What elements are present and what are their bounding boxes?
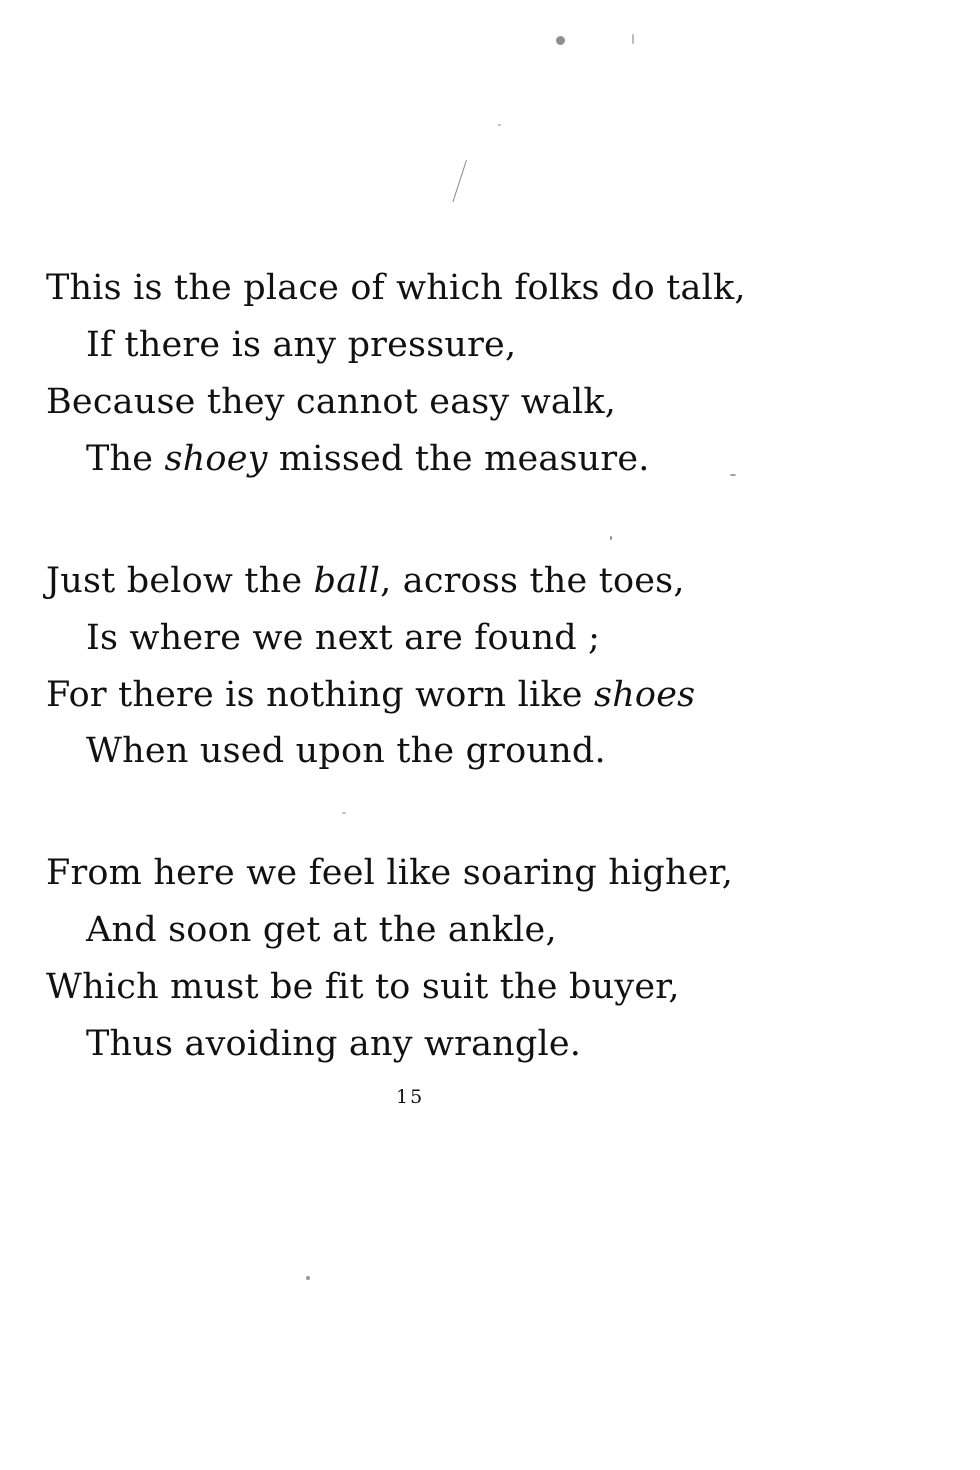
italic-word: shoey: [164, 439, 268, 479]
line-text: The: [86, 439, 165, 479]
scan-speck: [730, 474, 736, 476]
poem-line: [86, 618, 600, 658]
italic-word: shoes: [594, 675, 696, 715]
line-text: , across the toes,: [380, 561, 685, 601]
scan-scratch: [452, 160, 467, 202]
line-text: Thus avoiding any wrangle.: [86, 1024, 582, 1064]
poem-line: [86, 325, 516, 365]
line-text: Is where we next are found ;: [86, 618, 601, 658]
poem-line: [86, 731, 606, 771]
scan-speck: [632, 34, 634, 44]
italic-word: ball: [313, 561, 381, 601]
poem-line: [46, 268, 746, 308]
scan-speck: [556, 36, 565, 45]
scan-speck: [306, 1276, 310, 1280]
line-text: When used upon the ground.: [86, 731, 606, 771]
poem-line: [46, 382, 616, 422]
line-text: Just below the: [46, 561, 314, 601]
line-text: If there is any pressure,: [86, 325, 517, 365]
line-text: For there is nothing worn like: [46, 675, 595, 715]
scan-speck: [610, 536, 612, 540]
poem-line: [46, 853, 733, 893]
line-text: Which must be fit to suit the buyer,: [46, 967, 680, 1007]
scan-speck: [498, 124, 501, 126]
line-text: From here we feel like soaring higher,: [46, 853, 734, 893]
line-text: missed the measure.: [267, 439, 650, 479]
scan-speck: [342, 812, 346, 814]
line-text: This is the place of which folks do talk,: [46, 268, 746, 308]
page-number: 15: [396, 1086, 425, 1108]
poem-line: [46, 967, 680, 1007]
poem-line: [46, 561, 685, 601]
poem-line: [86, 439, 650, 479]
poem-line: [86, 910, 557, 950]
poem-line: [86, 1024, 581, 1064]
line-text: And soon get at the ankle,: [86, 910, 557, 950]
poem-line: [46, 675, 695, 715]
line-text: Because they cannot easy walk,: [46, 382, 617, 422]
